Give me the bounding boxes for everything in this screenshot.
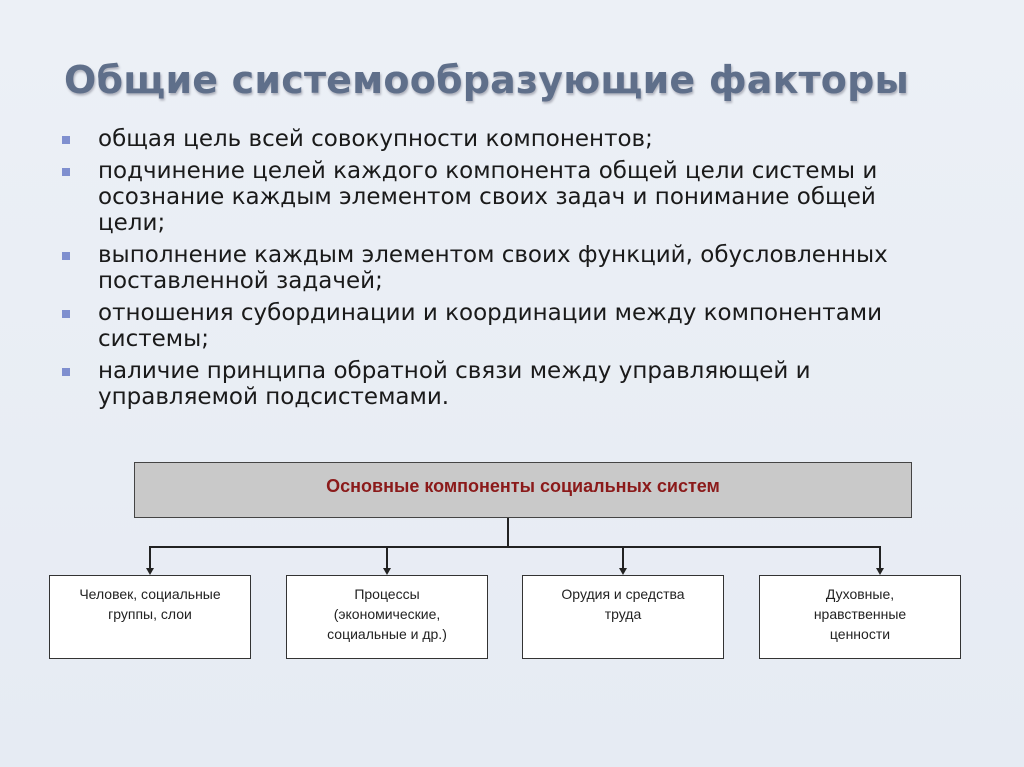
- connector-drop-1: [149, 546, 151, 568]
- connector-drop-4: [879, 546, 881, 568]
- connector-trunk: [507, 518, 509, 547]
- component-box-values: [759, 575, 961, 659]
- component-label: Процессы (экономические, социальные и др.): [327, 586, 447, 642]
- arrow-down-icon: [383, 568, 391, 575]
- bullet-text: подчинение целей каждого компонента общей цели системы и осознание каждым элементом своих задач и понимание общей цели;: [98, 158, 878, 236]
- main-box-label: Основные компоненты социальных систем: [326, 476, 720, 496]
- arrow-down-icon: [619, 568, 627, 575]
- component-box-people: [49, 575, 251, 659]
- connector-drop-3: [622, 546, 624, 568]
- connector-drop-2: [386, 546, 388, 568]
- component-box-tools: [522, 575, 724, 659]
- bullet-text: общая цель всей совокупности компонентов;: [98, 126, 653, 152]
- component-box-processes: [286, 575, 488, 659]
- component-label: Духовные, нравственные ценности: [813, 586, 907, 642]
- bullet-text: отношения субординации и координации между компонентами системы;: [98, 300, 883, 352]
- arrow-down-icon: [876, 568, 884, 575]
- component-label: Орудия и средства труда: [561, 586, 685, 622]
- slide-title: Общие системообразующие факторы: [64, 58, 910, 102]
- main-components-box: [134, 462, 912, 518]
- arrow-down-icon: [146, 568, 154, 575]
- component-label: Человек, социальные группы, слои: [79, 586, 221, 622]
- bullet-text: выполнение каждым элементом своих функций, обусловленных поставленной задачей;: [98, 242, 888, 294]
- bullet-text: наличие принципа обратной связи между управляющей и управляемой подсистемами.: [98, 358, 811, 410]
- connector-bus: [149, 546, 881, 548]
